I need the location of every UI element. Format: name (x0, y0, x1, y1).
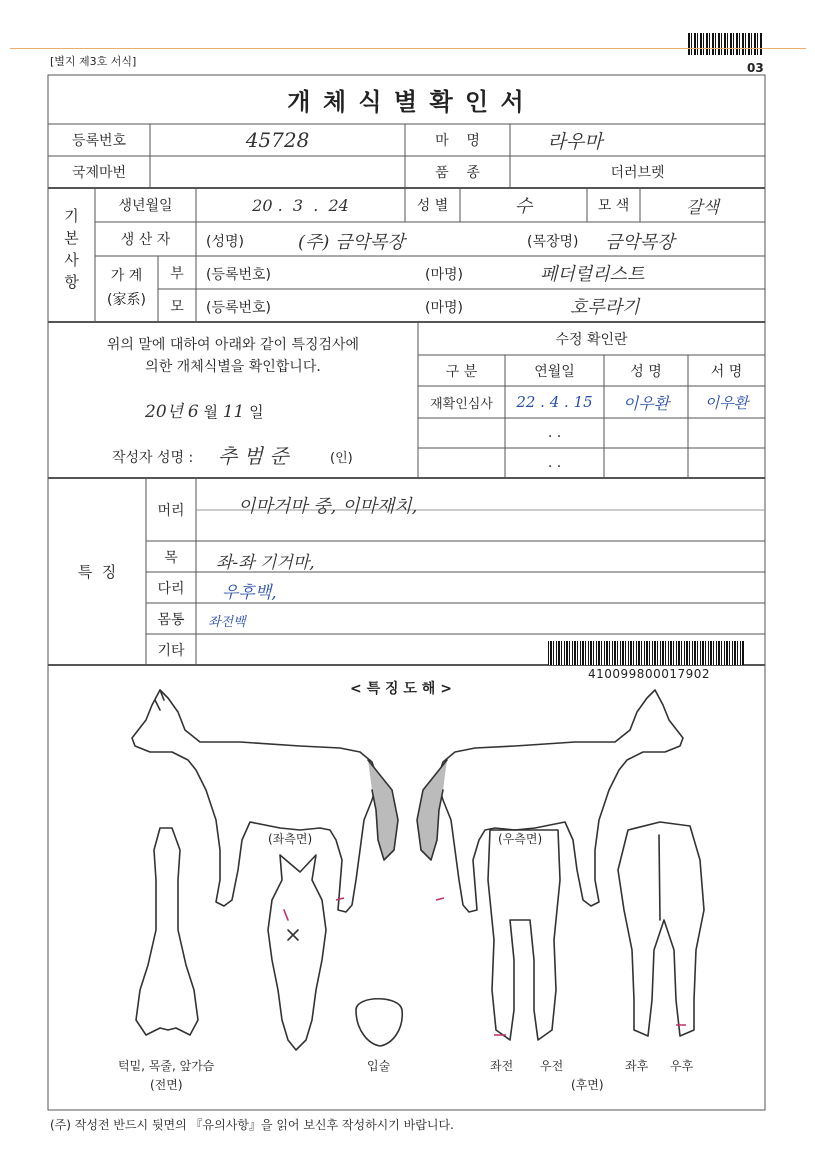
rev-header-type: 구 분 (445, 363, 478, 380)
front-caption: 턱밑, 목줄, 앞가슴 (118, 1059, 215, 1073)
diagram-title: < 특 징 도 해 > (350, 681, 452, 697)
sex-label: 성 별 (416, 198, 449, 214)
head-label: 머리 (157, 502, 185, 519)
rev-row-1-sign: 이우환 (704, 393, 749, 412)
writer-seal: (인) (330, 451, 353, 466)
body-label: 몸통 (157, 611, 185, 628)
dam-label: 모 (170, 298, 184, 315)
rev-header-date: 연월일 (534, 363, 575, 380)
dam-value: 호루라기 (570, 297, 640, 318)
footer-note: (주) 작성전 반드시 뒷면의 『유의사항』을 읽어 보신후 작성하시기 바랍니다. (50, 1118, 454, 1132)
neck-label: 목 (164, 549, 178, 566)
page-number: 03 (747, 61, 764, 75)
revision-title: 수정 확인란 (555, 331, 628, 348)
rev-row-3-date: . . (547, 455, 562, 471)
body-value: 좌전백 (208, 615, 246, 630)
rev-row-1-type: 재확인심사 (430, 396, 493, 412)
form-label: [별지 제3호 서식] (50, 55, 137, 68)
features-section-label: 특 징 (77, 563, 117, 581)
neck-value: 좌-좌 기거마, (216, 553, 315, 573)
hind-legs (618, 822, 704, 1036)
front-legs (488, 830, 560, 1040)
dam-reg-label: (등록번호) (206, 300, 272, 316)
right-side-label: (우측면) (498, 832, 543, 846)
front-head (268, 855, 326, 1050)
sex-value: 수 (514, 196, 533, 217)
sire-reg-label: (등록번호) (206, 267, 272, 283)
front-label: (전면) (150, 1078, 183, 1092)
right-tail (417, 760, 447, 860)
rev-header-name: 성 명 (630, 363, 662, 380)
rev-row-1-name: 이우환 (622, 393, 670, 413)
farm-value: 금악목장 (605, 232, 675, 253)
intl-no-label: 국제마번 (71, 165, 127, 181)
confirm-date: 20년 6 월 11 일 (145, 402, 264, 422)
rear-label: (후면) (571, 1078, 604, 1092)
horse-name-label: 마 명 (435, 133, 480, 149)
reg-no-label: 등록번호 (71, 133, 127, 149)
breeder-label: 생 산 자 (120, 232, 171, 248)
reg-no-value: 45728 (245, 128, 310, 152)
color-value: 갈색 (686, 197, 719, 218)
barcode-number: 410099800017902 (588, 667, 711, 681)
lips (356, 999, 402, 1046)
legs-label: 다리 (157, 580, 185, 597)
other-label: 기타 (157, 642, 185, 659)
color-label: 모 색 (597, 198, 630, 214)
basic-section-label: 기 본 사 항 (64, 207, 79, 291)
confirm-statement: 위의 말에 대하여 아래와 같이 특징검사에 의한 개체식별을 확인합니다. (106, 337, 360, 375)
left-side-horse (132, 690, 378, 912)
legs-value: 우후백, (222, 583, 277, 603)
dob-value: 20 . 3 . 24 (252, 195, 349, 215)
hind-right-label: 우후 (670, 1059, 694, 1073)
family-label: 가 계 (家系) (107, 268, 146, 308)
front-left-label: 좌전 (490, 1059, 514, 1073)
breeder-name-value: (주) 금악목장 (298, 232, 405, 253)
head-value: 이마거마 중, 이마재치, (238, 496, 418, 517)
farm-label: (목장명) (527, 234, 579, 250)
writer-label: 작성자 성명 : (112, 450, 194, 466)
page-title: 개 체 식 별 확 인 서 (287, 88, 526, 116)
sire-label: 부 (170, 265, 184, 282)
rev-header-sign: 서 명 (710, 363, 743, 380)
dob-label: 생년월일 (118, 198, 173, 214)
front-right-label: 우전 (540, 1059, 564, 1073)
rev-row-1-date: 22 . 4 . 15 (516, 393, 593, 411)
writer-value: 추 범 준 (218, 444, 289, 468)
rev-row-2-date: . . (547, 425, 562, 441)
hind-left-label: 좌후 (625, 1059, 649, 1073)
lips-label: 입술 (367, 1059, 391, 1073)
breeder-name-label: (성명) (206, 234, 244, 250)
sire-name-label: (마명) (425, 267, 463, 283)
dam-name-label: (마명) (425, 300, 463, 316)
left-tail (368, 760, 398, 860)
breed-value: 더러브렛 (610, 165, 665, 181)
breed-label: 품 종 (435, 165, 480, 181)
horse-name-value: 라우마 (547, 130, 603, 153)
front-neck-horse (136, 828, 198, 1035)
left-side-label: (좌측면) (268, 832, 313, 846)
sire-value: 페더럴리스트 (540, 264, 645, 285)
